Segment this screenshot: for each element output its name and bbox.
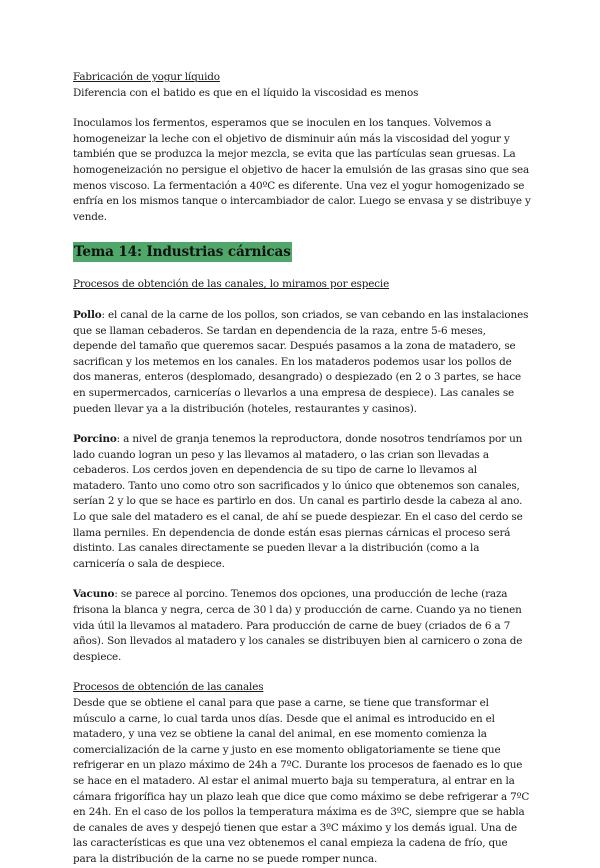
spacer	[73, 293, 531, 308]
spacer	[73, 101, 531, 116]
porcino-text: : a nivel de granja tenemos la reproductora, donde nosotros tendríamos por un lado cuando logran un peso y las llevamos al matadero, o las crian son llevadas a cebaderos. Los cerdos joven en dependencia de su tipo de carne lo llevamos al matadero. Tanto uno como otro son sacrificados y lo único que obtenemos son canales, serían 2 y lo que se hace es partirlo en dos. Un canal es partirlo desde la cabeza al ano. Lo que sale del matadero es el canal, de ahí se puede despiezar. En el caso del cerdo se llama perniles. En dependencia de donde están esas piernas cárnicas el proceso será distinto. Las canales directamente se pueden llevar a la distribución (como a la carnicería o sala de despiece.	[73, 433, 523, 570]
document-page	[73, 70, 531, 868]
vacuno-label: Vacuno	[73, 588, 115, 601]
porcino-label: Porcino	[73, 433, 117, 446]
pollo-label: Pollo	[73, 308, 102, 321]
spacer	[73, 572, 531, 587]
section-heading-tema14: Tema 14: Industrias cárnicas	[74, 244, 291, 261]
section1-title: Procesos de obtención de las canales, lo miramos por especie	[73, 278, 390, 291]
spacer	[73, 262, 531, 277]
section2-paragraph: Desde que se obtiene el canal para que pase a carne, se tiene que transformar el músculo a carne, lo cual tarda unos días. Desde que el animal es introducido en el matadero, y una vez se obtiene la canal del animal, en ese momento comienza la comercialización de la carne y justo en ese momento obligatoriamente se tiene que refrigerar en un plazo máximo de 24h a 7ºC. Durante los procesos de faenado es lo que se hace en el matadero. Al estar el animal muerto baja su temperatura, al entrar en la cámara frigorífica hay un plazo leah que dice que como máximo se debe refrigerar a 7ºC en 24h. En el caso de los pollos la temperatura máxima es de 3ºC, siempre que se habla de canales de aves y despejó tienen que estar a 3ºC máximo y los demás igual. Una de las características es que una vez obtenemos el canal empieza la cadena de frío, que para la distribución de la carne no se puede romper nunca.	[73, 697, 530, 865]
vacuno-text: : se parece al porcino. Tenemos dos opciones, una producción de leche (raza frisona la blanca y negra, cerca de 30 l da) y producción de carne. Cuando ya no tienen vida útil la llevamos al matadero. Para producción de carne de buey (criados de 6 a 7 años). Son llevados al matadero y los canales se distribuyen bien al carnicero o zona de despiece.	[73, 588, 523, 663]
spacer	[73, 665, 531, 680]
yogur-subtitle: Diferencia con el batido es que en el líquido la viscosidad es menos	[73, 86, 419, 99]
vacuno-paragraph	[73, 587, 531, 665]
spacer	[73, 225, 531, 240]
yogur-title: Fabricación de yogur líquido	[73, 71, 220, 83]
yogur-paragraph: Inoculamos los fermentos, esperamos que se inoculen en los tanques. Volvemos a homogeneizar la leche con el objetivo de disminuir aún más la viscosidad del yogur y también que se produzca la mejor mezcla, se evita que las partículas sean gruesas. La homogeneización no persigue el objetivo de hacer la emulsión de las grasas sino que sea menos viscoso. La fermentación a 40ºC es diferente. Una vez el yogur homogenizado se enfría en los mismos tanque o intercambiador de calor. Luego se envasa y se distribuye y vende.	[73, 117, 531, 223]
section2-title: Procesos de obtención de las canales	[73, 681, 264, 694]
porcino-paragraph	[73, 432, 531, 572]
pollo-paragraph	[73, 308, 531, 417]
spacer	[73, 417, 531, 432]
pollo-text: : el canal de la carne de los pollos, son criados, se van cebando en las instalaciones que se llaman cebaderos. Se tardan en dependencia de la raza, entre 5-6 meses, depende del tamaño que queremos sacar. Después pasamos a la zona de matadero, se sacrifican y los metemos en los canales. En los mataderos podemos usar los pollos de dos maneras, enteros (desplomado, desangrado) o despiezado (en 2 o 3 partes, se hace en supermercados, carnicerías o llevarlos a una empresa de despiece). Las canales se pueden llevar ya a la distribución (hoteles, restaurantes y casinos).	[73, 308, 529, 415]
